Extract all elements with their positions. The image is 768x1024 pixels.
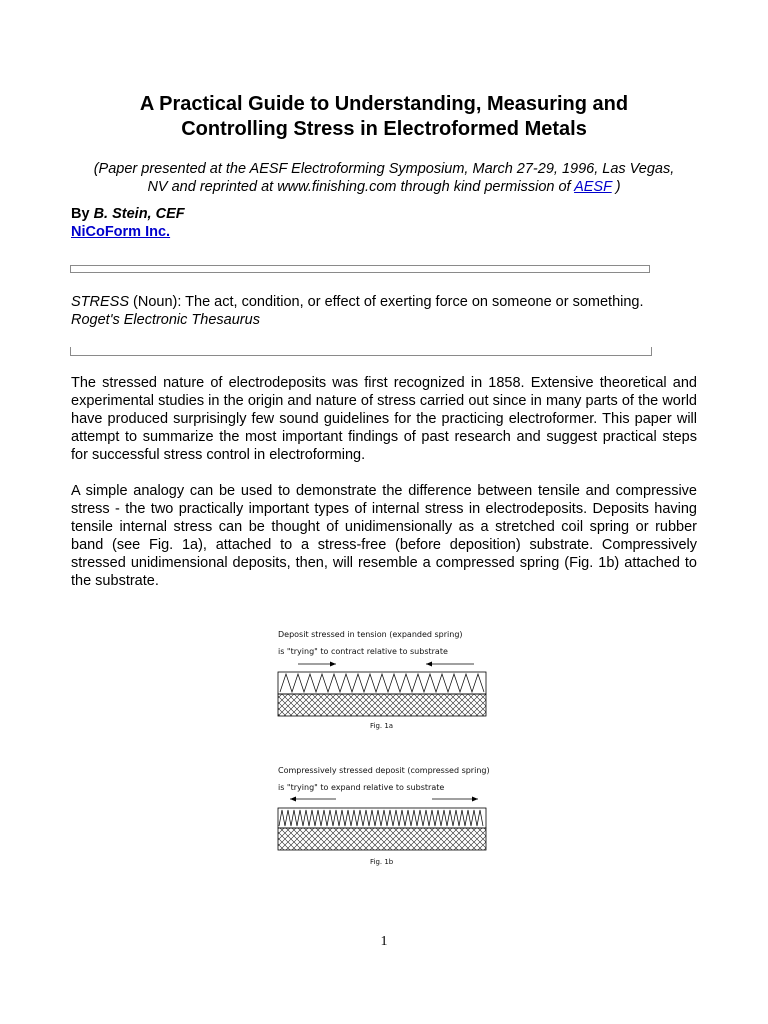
- figure-1a-line-2: is "trying" to contract relative to substrate: [278, 647, 448, 656]
- figure-1a-caption: Fig. 1a: [370, 722, 394, 730]
- aesf-link[interactable]: AESF: [574, 179, 612, 195]
- byline: [71, 205, 185, 241]
- figure-1b-line-1: Compressively stressed deposit (compressed spring): [278, 766, 490, 775]
- organization-link[interactable]: NiCoForm Inc.: [71, 224, 171, 240]
- contract-arrow-left: [426, 662, 474, 667]
- subtitle-line-2: NV and reprinted at www.finishing.com through kind permission of: [147, 179, 571, 195]
- subtitle: [60, 160, 708, 196]
- epigraph-source: Roget's Electronic Thesaurus: [71, 312, 260, 328]
- paragraph-1: The stressed nature of electrodeposits was first recognized in 1858. Extensive theoretical and experimental studies in the origin and nature of stress carried out since in many parts of the world have produced surprisingly few sound guidelines for the practicing electroformer. This paper will attempt to summarize the most important findings of past research and suggest practical steps for successful stress control in electroforming.: [71, 375, 697, 463]
- substrate-layer-1a: [278, 694, 486, 716]
- contract-arrow-right: [298, 662, 336, 667]
- title-line-2: Controlling Stress in Electroformed Metals: [181, 118, 587, 140]
- document-title: [60, 92, 708, 142]
- title-line-1: A Practical Guide to Understanding, Measuring and: [139, 93, 629, 115]
- figure-1b: [276, 766, 488, 871]
- subtitle-line-1: (Paper presented at the AESF Electroforming Symposium, March 27-29, 1996, Las Vegas,: [93, 161, 675, 177]
- figure-1a-diagram: [276, 658, 488, 748]
- figure-1a: [276, 630, 488, 735]
- page-number: 1: [380, 934, 388, 949]
- substrate-layer-1b: [278, 828, 486, 850]
- figure-1b-caption: Fig. 1b: [370, 858, 394, 866]
- figure-1b-diagram: [276, 794, 488, 884]
- epigraph-text: (Noun): The act, condition, or effect of exerting force on someone or something.: [129, 294, 644, 310]
- epigraph: [71, 293, 697, 329]
- divider-bottom: [70, 347, 652, 356]
- author-name: B. Stein, CEF: [93, 206, 185, 222]
- expand-arrow-left: [290, 797, 336, 802]
- epigraph-term: STRESS: [71, 294, 130, 310]
- paragraph-2: A simple analogy can be used to demonstrate the difference between tensile and compressive stress - the two practically important types of internal stress in electrodeposits. Deposits having tensile internal stress can be thought of unidimensionally as a stretched coil spring or rubber band (see Fig. 1a), attached to a stress-free (before deposition) substrate. Compressively stressed unidimensional deposits, then, will resemble a compressed spring (Fig. 1b) attached to the substrate.: [71, 483, 697, 589]
- byline-prefix: By: [71, 206, 94, 222]
- expand-arrow-right: [432, 797, 478, 802]
- figure-1b-line-2: is "trying" to expand relative to substrate: [278, 783, 445, 792]
- figure-1a-line-1: Deposit stressed in tension (expanded spring): [278, 630, 463, 639]
- divider-top: [70, 265, 650, 273]
- subtitle-close: ): [611, 179, 621, 195]
